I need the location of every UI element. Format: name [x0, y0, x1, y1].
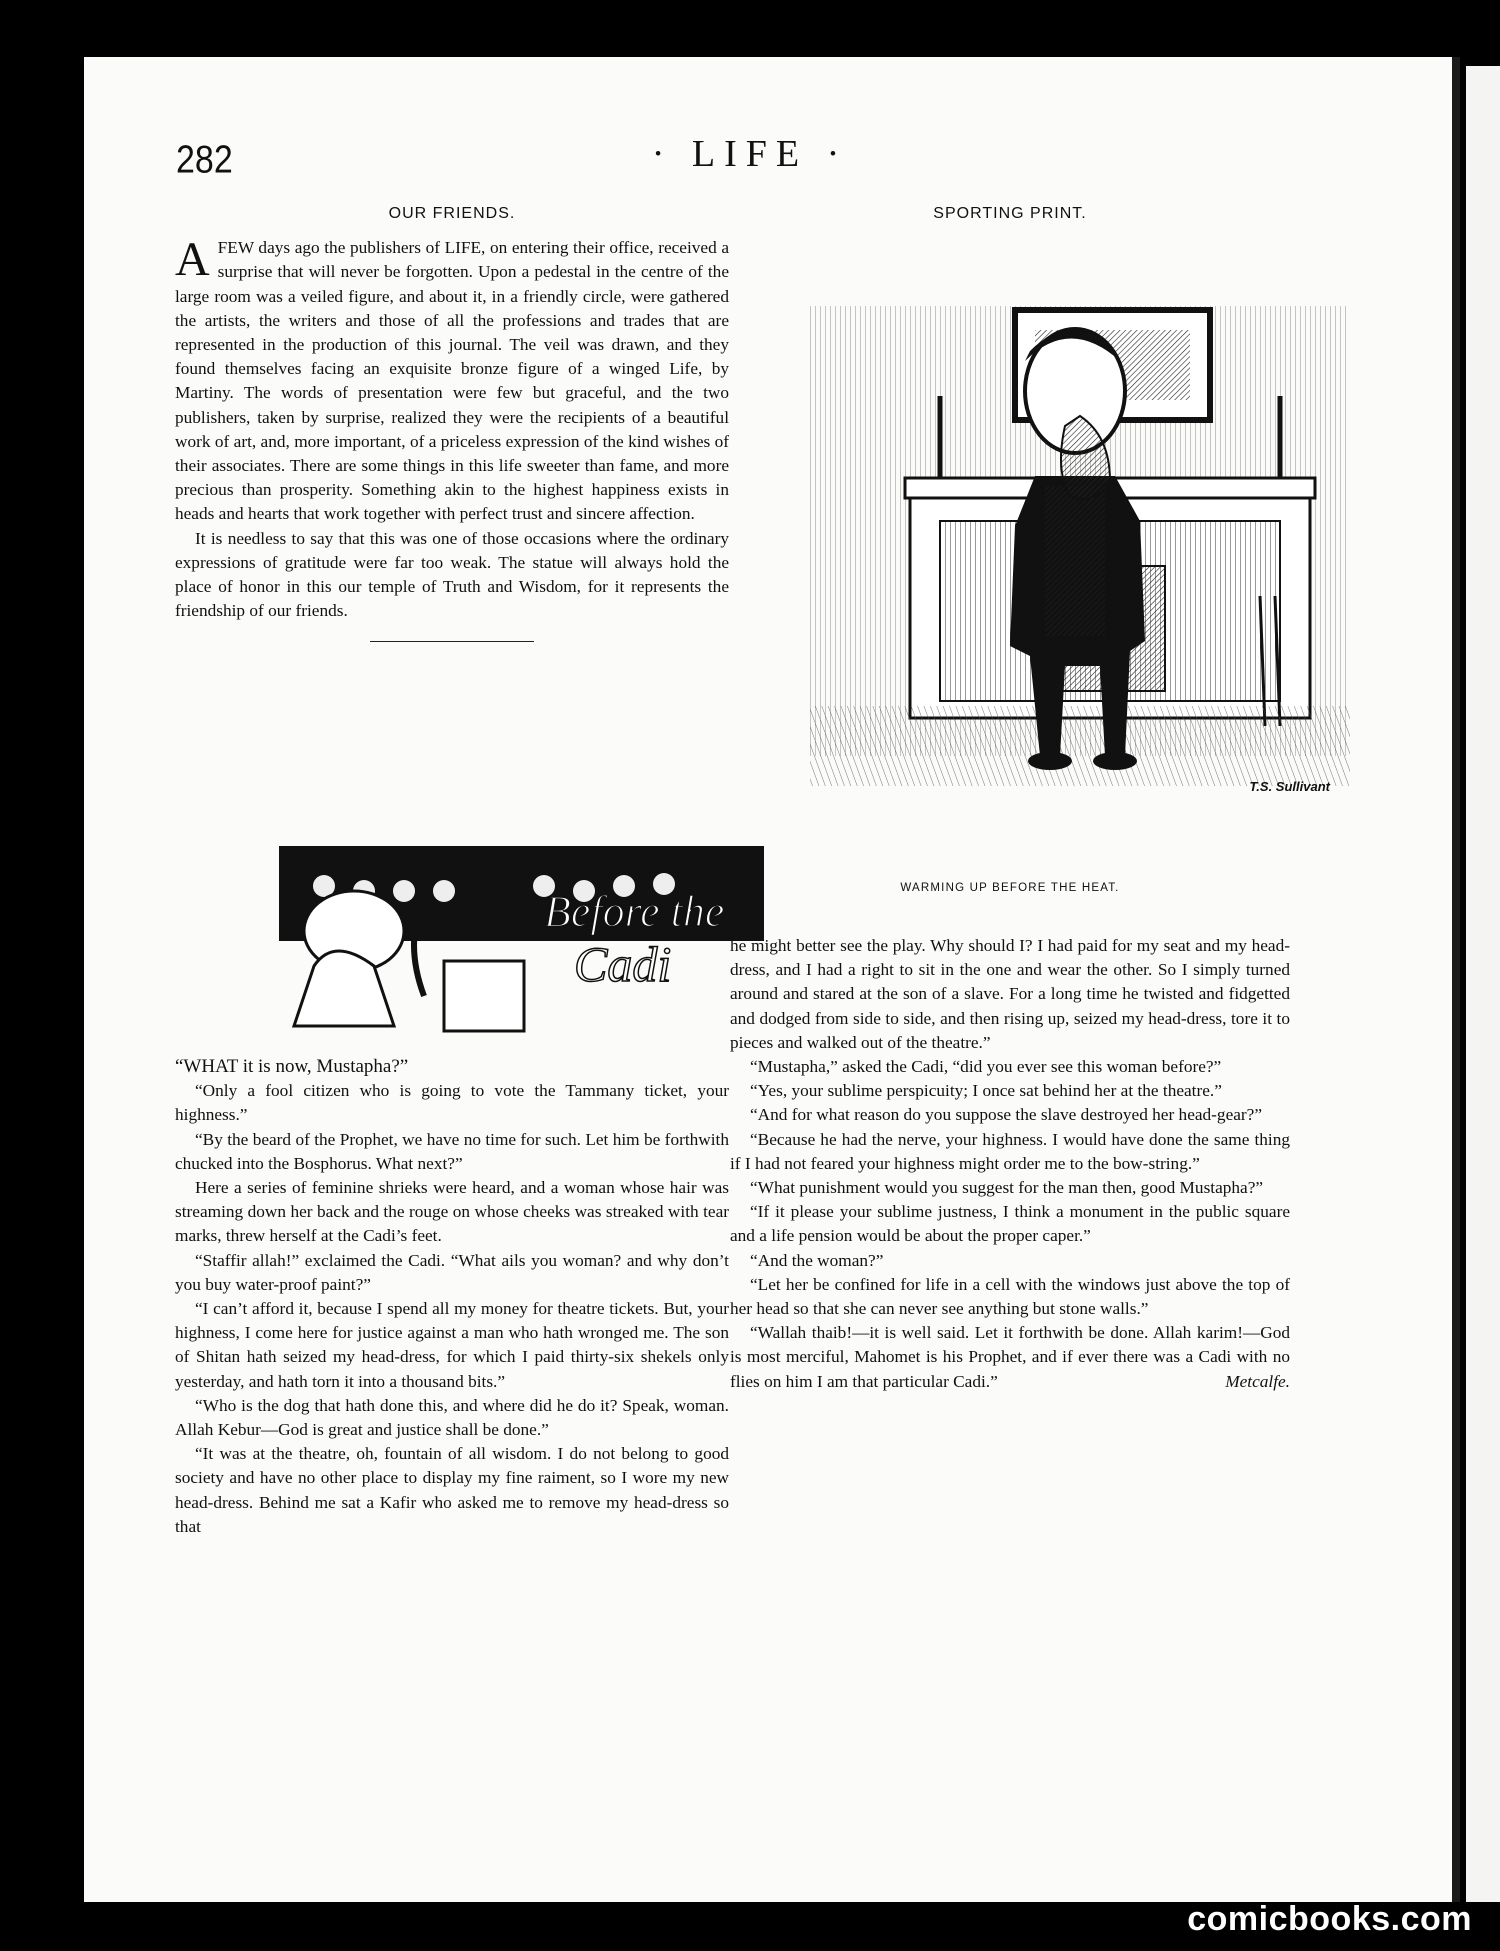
site-watermark: comicbooks.com: [1187, 1900, 1472, 1938]
masthead-title: · LIFE ·: [651, 133, 849, 175]
story-paragraph: “Only a fool citizen who is going to vote the Tammany ticket, your highness.”: [175, 1081, 729, 1125]
drop-cap: A: [175, 233, 210, 287]
story-paragraph: “Who is the dog that hath done this, and where did he do it? Speak, woman. Allah Kebur—God is great and justice shall be done.”: [175, 1395, 729, 1440]
before-the-cadi-title-art: [274, 836, 764, 1036]
illustration-caption: WARMING UP BEFORE THE HEAT.: [900, 882, 1120, 894]
section-divider: [370, 641, 534, 642]
cadi-story-left-column: [175, 1055, 729, 1539]
artist-signature: T.S. Sullivant: [1249, 779, 1330, 794]
our-friends-article: [175, 200, 729, 642]
story-paragraph: “Because he had the nerve, your highness. I would have done the same thing if I had not feared your highness might order me to the bow-string.”: [730, 1129, 1290, 1173]
caricature-drawing: [810, 306, 1350, 846]
story-paragraph: “If it please your sublime justness, I think a monument in the public square and a life pension would be about the proper caper.”: [730, 1202, 1290, 1246]
story-paragraph: “Mustapha,” asked the Cadi, “did you ever see this woman before?”: [750, 1057, 1222, 1077]
paragraph-text: “Wallah thaib!—it is well said. Let it forthwith be done. Allah karim!—God is most merciful, Mahomet is his Prophet, and if ever there was a Cadi with no flies on him I am that particular Cadi.”: [730, 1323, 1290, 1391]
adjacent-page-edge: [1466, 66, 1500, 1902]
sporting-print-section: [730, 200, 1290, 236]
cadi-illustration: [274, 836, 764, 1036]
story-paragraph: “And the woman?”: [750, 1250, 884, 1270]
story-paragraph: [730, 1321, 1290, 1394]
sporting-print-illustration: [810, 306, 1350, 846]
article-paragraph: [175, 233, 729, 526]
story-paragraph: “What punishment would you suggest for the man then, good Mustapha?”: [750, 1178, 1264, 1198]
illustration-heading: SPORTING PRINT.: [933, 205, 1087, 222]
story-paragraph: Here a series of feminine shrieks were heard, and a woman whose hair was streaming down her back and the rouge on whose cheeks was streaked with tear marks, threw herself at the Cadi’s feet.: [175, 1178, 729, 1246]
story-paragraph: “Let her be confined for life in a cell with the windows just above the top of her head so that she can never see anything but stone walls.”: [730, 1274, 1290, 1319]
page-number: 282: [176, 138, 233, 182]
story-paragraph: “Yes, your sublime perspicuity; I once sat behind her at the theatre.”: [750, 1081, 1222, 1101]
svg-text:Before the: Before the: [544, 887, 725, 936]
story-paragraph: “I can’t afford it, because I spend all my money for theatre tickets. But, your highness, I come here for justice against a man who hath wronged me. The son of Shitan hath seized my head-dress, for which I paid thirty-six shekels only yesterday, and hath torn it into a thousand bits.”: [175, 1299, 729, 1391]
page-gutter: [1452, 57, 1460, 1902]
story-paragraph: “By the beard of the Prophet, we have no time for such. Let him be forthwith chucked into the Bosphorus. What next?”: [175, 1129, 729, 1173]
story-paragraph: “And for what reason do you suppose the slave destroyed her head-gear?”: [750, 1105, 1263, 1125]
author-signature: Metcalfe.: [1225, 1371, 1290, 1391]
cadi-story-right-column: [730, 934, 1290, 1394]
story-paragraph: he might better see the play. Why should I? I had paid for my seat and my head-dress, and I had a right to sit in the one and wear the other. So I simply turned around and stared at the son of a slave. For a long time he twisted and fidgetted and dodged from side to side, and then rising up, seized my head-dress, tore it to pieces and walked out of the theatre.”: [730, 936, 1290, 1052]
article-heading: OUR FRIENDS.: [388, 205, 516, 222]
svg-text:Cadi: Cadi: [574, 936, 672, 992]
story-paragraph: “It was at the theatre, oh, fountain of all wisdom. I do not belong to good society and have no other place to display my fine raiment, so I wore my new head-dress. Behind me sat a Kafir who asked me to remove my head-dress so that: [175, 1444, 729, 1536]
story-paragraph: “Staffir allah!” exclaimed the Cadi. “What ails you woman? and why don’t you buy water-proof paint?”: [175, 1250, 729, 1294]
paragraph-text: FEW days ago the publishers of LIFE, on entering their office, received a surprise that will never be forgotten. Upon a pedestal in the centre of the large room was a veiled figure, and about it, in a friendly circle, were gathered the artists, the writers and those of all the professions and trades that are represented in the production of this journal. The veil was drawn, and they found themselves facing an exquisite bronze figure of a winged Life, by Martiny. The words of presentation were few but graceful, and the two publishers, taken by surprise, realized they were the recipients of a beautiful work of art, and, more important, of a priceless expression of the kind wishes of their associates. There are some things in this life sweeter than fame, and more precious than prosperity. Something akin to the highest happiness exists in heads and hearts that work together with perfect trust and sincere affection.: [175, 238, 729, 524]
story-paragraph: “WHAT it is now, Mustapha?”: [175, 1056, 409, 1077]
article-paragraph: It is needless to say that this was one of those occasions where the ordinary expressions of gratitude were far too weak. The statue will always hold the place of honor in this our temple of Truth and Wisdom, for it represents the friendship of our friends.: [175, 528, 729, 621]
